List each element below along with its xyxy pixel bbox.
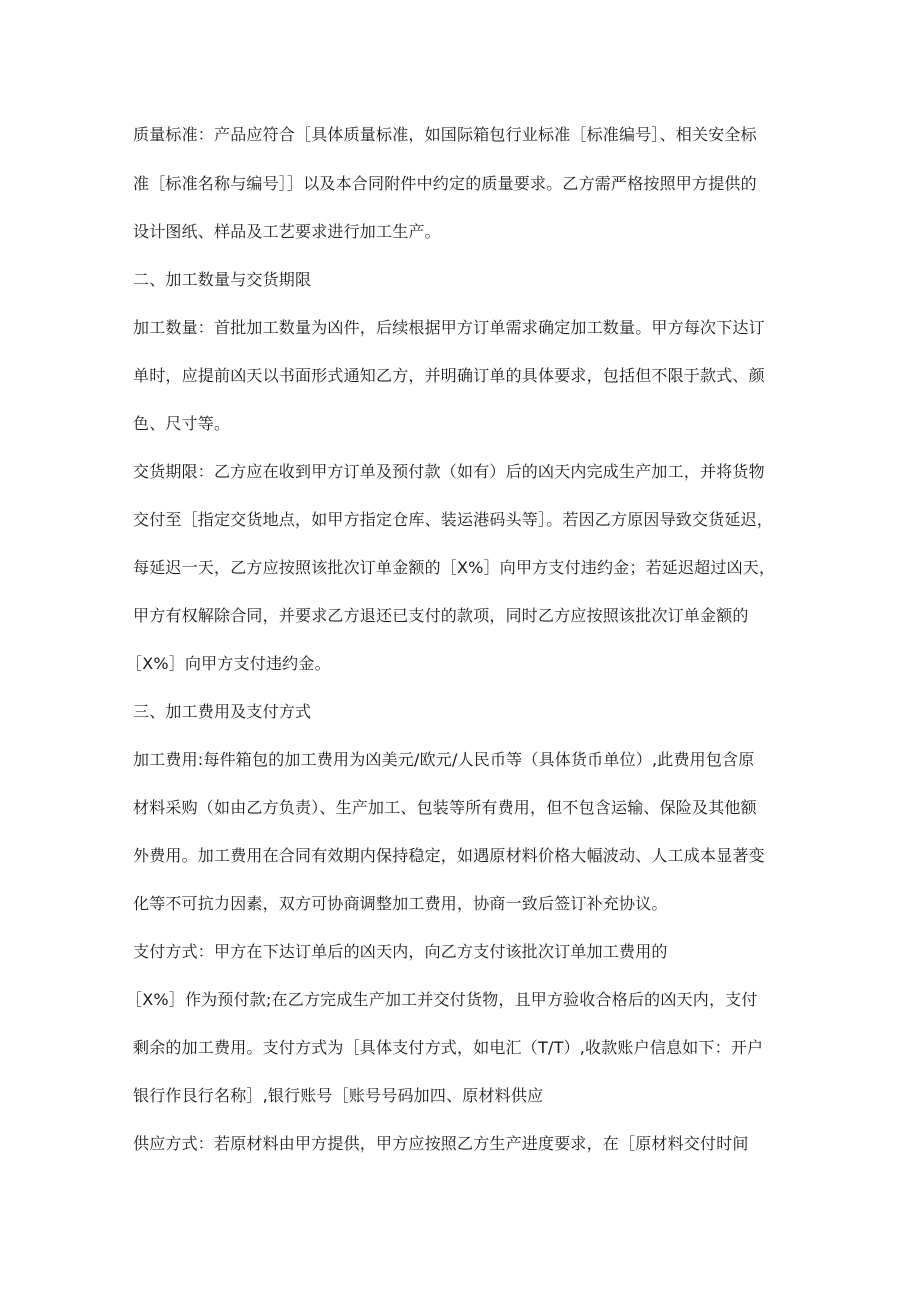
paragraph-payment-line-1: 支付方式：甲方在下达订单后的凶天内，向乙方支付该批次订单加工费用的 xyxy=(133,942,668,961)
paragraph-quality-standard-line-1: 质量标准：产品应符合［具体质量标准，如国际箱包行业标准［标准编号］、相关安全标 xyxy=(133,125,757,144)
paragraph-delivery-line-3: 每延迟一天，乙方应按照该批次订单金额的［X%］向甲方支付违约金；若延迟超过凶天， xyxy=(133,558,776,577)
paragraph-fees-line-3: 外费用。加工费用在合同有效期内保持稳定，如遇原材料价格大幅波动、人工成本显著变 xyxy=(133,846,765,865)
paragraph-fees-line-1: 加工费用:每件箱包的加工费用为凶美元/欧元/人民币等（具体货币单位）,此费用包含原 xyxy=(133,750,755,769)
paragraph-fees-line-4: 化等不可抗力因素，双方可协商调整加工费用，协商一致后签订补充协议。 xyxy=(133,894,668,913)
paragraph-payment-line-3: 剩余的加工费用。支付方式为［具体支付方式，如电汇（T/T）,收款账户信息如下：开户 xyxy=(133,1038,764,1057)
paragraph-delivery-line-4: 甲方有权解除合同，并要求乙方退还已支付的款项，同时乙方应按照该批次订单金额的 xyxy=(133,606,749,625)
paragraph-delivery-line-5: ［X%］向甲方支付违约金。 xyxy=(126,654,331,673)
section-heading-fees-payment: 三、加工费用及支付方式 xyxy=(133,702,312,721)
paragraph-supply-line-1: 供应方式：若原材料由甲方提供，甲方应按照乙方生产进度要求，在［原材料交付时间 xyxy=(133,1134,749,1153)
paragraph-payment-line-4: 银行作艮行名称］,银行账号［账号号码加四、原材料供应 xyxy=(133,1086,544,1105)
paragraph-quality-standard-line-2: 准［标准名称与编号］］以及本合同附件中约定的质量要求。乙方需严格按照甲方提供的 xyxy=(133,174,757,193)
paragraph-delivery-line-2: 交付至［指定交货地点，如甲方指定仓库、装运港码头等］。若因乙方原因导致交货延迟， xyxy=(133,510,774,529)
paragraph-quantity-line-3: 色、尺寸等。 xyxy=(133,414,231,433)
paragraph-delivery-line-1: 交货期限：乙方应在收到甲方订单及预付款（如有）后的凶天内完成生产加工，并将货物 xyxy=(133,462,765,481)
section-heading-quantity-delivery: 二、加工数量与交货期限 xyxy=(133,270,312,289)
paragraph-quality-standard-line-3: 设计图纸、样品及工艺要求进行加工生产。 xyxy=(133,222,441,241)
paragraph-quantity-line-2: 单时，应提前凶天以书面形式通知乙方，并明确订单的具体要求，包括但不限于款式、颜 xyxy=(133,366,765,385)
paragraph-fees-line-2: 材料采购（如由乙方负责）、生产加工、包装等所有费用，但不包含运输、保险及其他额 xyxy=(133,798,757,817)
paragraph-quantity-line-1: 加工数量：首批加工数量为凶件，后续根据甲方订单需求确定加工数量。甲方每次下达订 xyxy=(133,318,765,337)
paragraph-payment-line-2: ［X%］作为预付款;在乙方完成生产加工并交付货物，且甲方验收合格后的凶天内，支付 xyxy=(126,990,758,1009)
